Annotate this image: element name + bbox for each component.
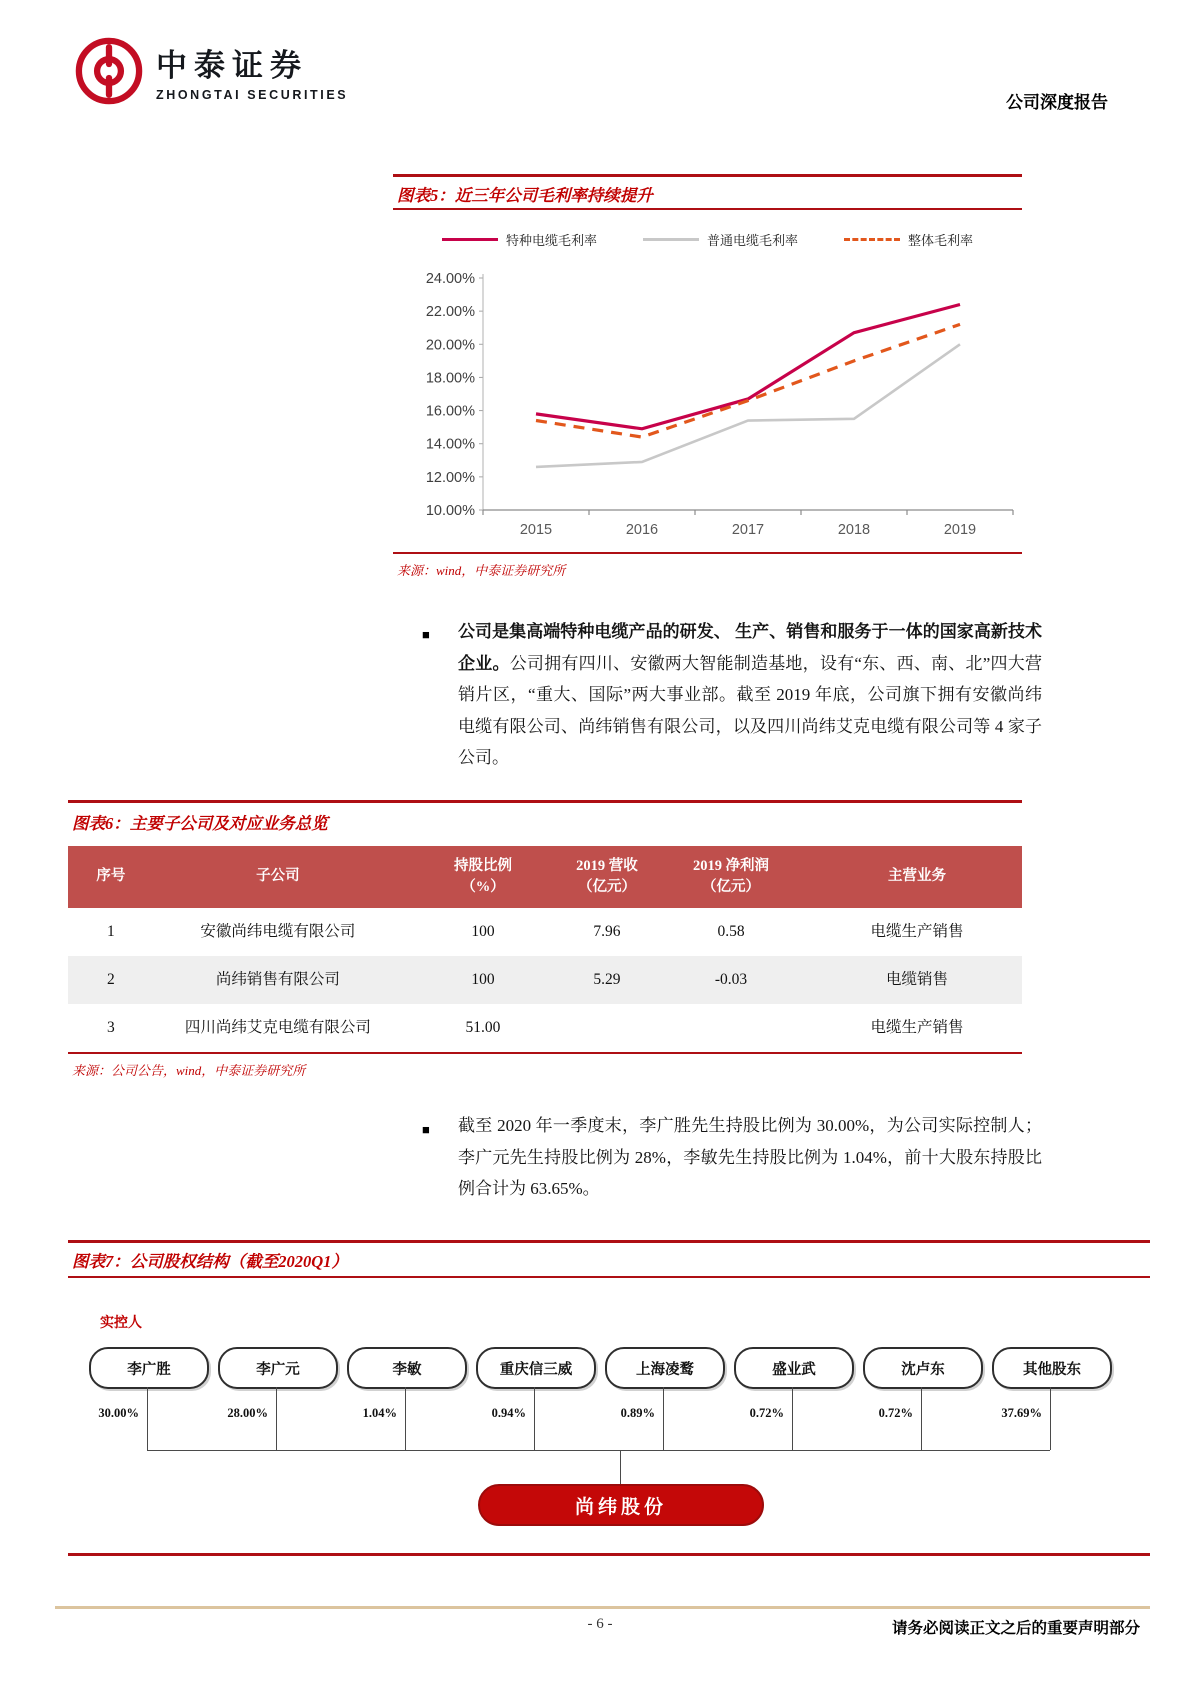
orgchart-drop-line xyxy=(620,1450,621,1484)
paragraph1-bold-text: 公司是集高端特种电缆产品的研发、 生产、销售和服务于一体的国家高新技术企业。 xyxy=(458,622,1042,673)
figure5-source: 来源：wind，中泰证券研究所 xyxy=(397,563,566,578)
page-number: - 6 - xyxy=(587,1616,613,1632)
figure6-bottom-rule xyxy=(68,1052,1022,1054)
legend-dashed-line-swatch xyxy=(844,238,900,241)
table-cell: 四川尚纬艾克电缆有限公司 xyxy=(184,1018,371,1036)
svg-text:20.00%: 20.00% xyxy=(425,337,475,354)
table-row xyxy=(68,956,1022,1004)
figure6-source: 来源：公司公告，wind，中泰证券研究所 xyxy=(72,1063,306,1078)
table-cell: 51.00 xyxy=(465,1018,501,1036)
shareholder-connector-line xyxy=(405,1387,406,1450)
shareholding-percentage: 0.89% xyxy=(620,1406,655,1420)
figure7-bottom-rule xyxy=(68,1553,1150,1556)
svg-text:2018: 2018 xyxy=(837,522,871,538)
table-cell: 7.96 xyxy=(593,922,621,940)
chart-series-特种电缆毛利率 xyxy=(536,305,960,429)
table-header-row xyxy=(68,846,1022,908)
table-cell: 100 xyxy=(471,970,495,988)
bullet-square: ■ xyxy=(422,1122,430,1137)
shareholder-connector-line xyxy=(534,1387,535,1450)
legend-label: 整体毛利率 xyxy=(908,233,974,248)
table-cell: 电缆生产销售 xyxy=(870,922,964,940)
company-logo xyxy=(74,36,348,106)
shareholder-box: 重庆信三威 xyxy=(476,1347,596,1389)
table-header-cell: 持股比例 （%） xyxy=(453,857,512,895)
shareholding-percentage: 0.72% xyxy=(878,1406,913,1420)
shareholder-box: 上海凌鹜 xyxy=(605,1347,725,1389)
shareholder-connector-line xyxy=(792,1387,793,1450)
shareholder-box: 李广胜 xyxy=(89,1347,209,1389)
legend-item xyxy=(844,230,973,249)
legend-label: 特种电缆毛利率 xyxy=(505,233,597,248)
figure7-title-rule xyxy=(68,1276,1150,1278)
table-cell: 安徽尚纬电缆有限公司 xyxy=(200,922,356,940)
company-node: 尚纬股份 xyxy=(478,1484,764,1526)
table-header-cell: 主营业务 xyxy=(888,868,947,885)
ownership-structure-diagram xyxy=(68,1280,1150,1553)
table-cell: 电缆生产销售 xyxy=(870,1018,964,1036)
company-intro-paragraph xyxy=(458,616,1042,774)
legend-item xyxy=(643,230,798,249)
table-cell: 3 xyxy=(107,1018,115,1036)
legend-item xyxy=(442,230,597,249)
svg-text:14.00%: 14.00% xyxy=(425,436,475,453)
table-cell: 100 xyxy=(471,922,495,940)
shareholding-percentage: 0.94% xyxy=(491,1406,526,1420)
svg-text:18.00%: 18.00% xyxy=(425,370,475,387)
bullet-square: ■ xyxy=(422,627,430,642)
paragraph1-regular-text: 公司拥有四川、安徽两大智能制造基地，设有“东、西、南、北”四大营销片区，“重大、国际”两大事业部。截至 2019 年底，公司旗下拥有安徽尚纬电缆有限公司、尚纬销售有限公司，以及四川尚纬艾克电缆有限公司等 4 家子公司。 xyxy=(458,653,1043,767)
figure5-top-rule xyxy=(393,174,1022,177)
logo-text xyxy=(156,40,348,102)
shareholding-percentage: 37.69% xyxy=(1001,1406,1042,1420)
zhongtai-logo-icon xyxy=(74,36,144,106)
figure7-title: 图表7：公司股权结构（截至2020Q1） xyxy=(72,1252,348,1271)
figure6-title: 图表6：主要子公司及对应业务总览 xyxy=(72,814,328,833)
shareholder-connector-line xyxy=(921,1387,922,1450)
table-row xyxy=(68,1004,1022,1052)
shareholder-connector-line xyxy=(1050,1387,1051,1450)
legend-solid-line-swatch xyxy=(643,238,699,241)
table-cell: -0.03 xyxy=(714,970,748,988)
orgchart-bus-line xyxy=(147,1450,1050,1451)
table-cell: 5.29 xyxy=(593,970,621,988)
shareholder-box: 李敏 xyxy=(347,1347,467,1389)
figure5-title: 图表5：近三年公司毛利率持续提升 xyxy=(397,186,653,205)
svg-text:10.00%: 10.00% xyxy=(425,503,475,519)
table-row xyxy=(68,908,1022,956)
figure5-title-rule xyxy=(393,208,1022,210)
legend-label: 普通电缆毛利率 xyxy=(706,233,798,248)
report-type-label: 公司深度报告 xyxy=(1006,93,1108,112)
chart-series-普通电缆毛利率 xyxy=(536,344,960,467)
legend-solid-line-swatch xyxy=(442,238,498,241)
figure6-top-rule xyxy=(68,800,1022,803)
shareholder-box: 李广元 xyxy=(218,1347,338,1389)
shareholder-connector-line xyxy=(276,1387,277,1450)
logo-chinese-name: 中泰证券 xyxy=(156,48,308,83)
shareholding-percentage: 0.72% xyxy=(749,1406,784,1420)
table-cell: 0.58 xyxy=(717,922,745,940)
svg-text:2017: 2017 xyxy=(731,522,765,538)
shareholding-percentage: 30.00% xyxy=(98,1406,139,1420)
svg-text:2016: 2016 xyxy=(625,522,659,538)
table-cell: 电缆销售 xyxy=(886,970,949,988)
shareholder-box: 其他股东 xyxy=(992,1347,1112,1389)
shareholding-percentage: 28.00% xyxy=(227,1406,268,1420)
shareholder-connector-line xyxy=(147,1387,148,1450)
shareholder-box: 盛业武 xyxy=(734,1347,854,1389)
shareholding-percentage: 1.04% xyxy=(362,1406,397,1420)
logo-english-name: ZHONGTAI SECURITIES xyxy=(156,88,349,102)
figure7-top-rule xyxy=(68,1240,1150,1243)
table-header-cell: 2019 净利润 （亿元） xyxy=(692,857,770,895)
shareholder-connector-line xyxy=(663,1387,664,1450)
svg-text:22.00%: 22.00% xyxy=(425,304,475,321)
shareholder-box: 沈卢东 xyxy=(863,1347,983,1389)
footer-rule xyxy=(55,1606,1150,1609)
svg-text:2019: 2019 xyxy=(943,522,977,538)
svg-text:24.00%: 24.00% xyxy=(425,271,475,287)
subsidiaries-table xyxy=(68,846,1022,1052)
table-cell: 2 xyxy=(107,970,115,988)
actual-controller-label: 实控人 xyxy=(100,1316,142,1331)
table-header-cell: 子公司 xyxy=(256,868,300,885)
chart-legend xyxy=(393,230,1022,249)
shareholding-paragraph: 截至 2020 年一季度末，李广胜先生持股比例为 30.00%，为公司实际控制人；李广元先生持股比例为 28%，李敏先生持股比例为 1.04%，前十大股东持股比例合计为 63.65%。 xyxy=(458,1116,1042,1198)
svg-text:16.00%: 16.00% xyxy=(425,403,475,420)
svg-text:2015: 2015 xyxy=(519,522,553,538)
footer-disclaimer: 请务必阅读正文之后的重要声明部分 xyxy=(891,1620,1140,1637)
figure5-bottom-rule xyxy=(393,552,1022,554)
gross-margin-line-chart xyxy=(425,262,1025,552)
table-cell: 尚纬销售有限公司 xyxy=(215,970,340,988)
table-header-cell: 2019 营收 （亿元） xyxy=(576,857,638,895)
svg-text:12.00%: 12.00% xyxy=(425,469,475,486)
table-header-cell: 序号 xyxy=(96,868,126,885)
table-cell: 1 xyxy=(107,922,115,940)
